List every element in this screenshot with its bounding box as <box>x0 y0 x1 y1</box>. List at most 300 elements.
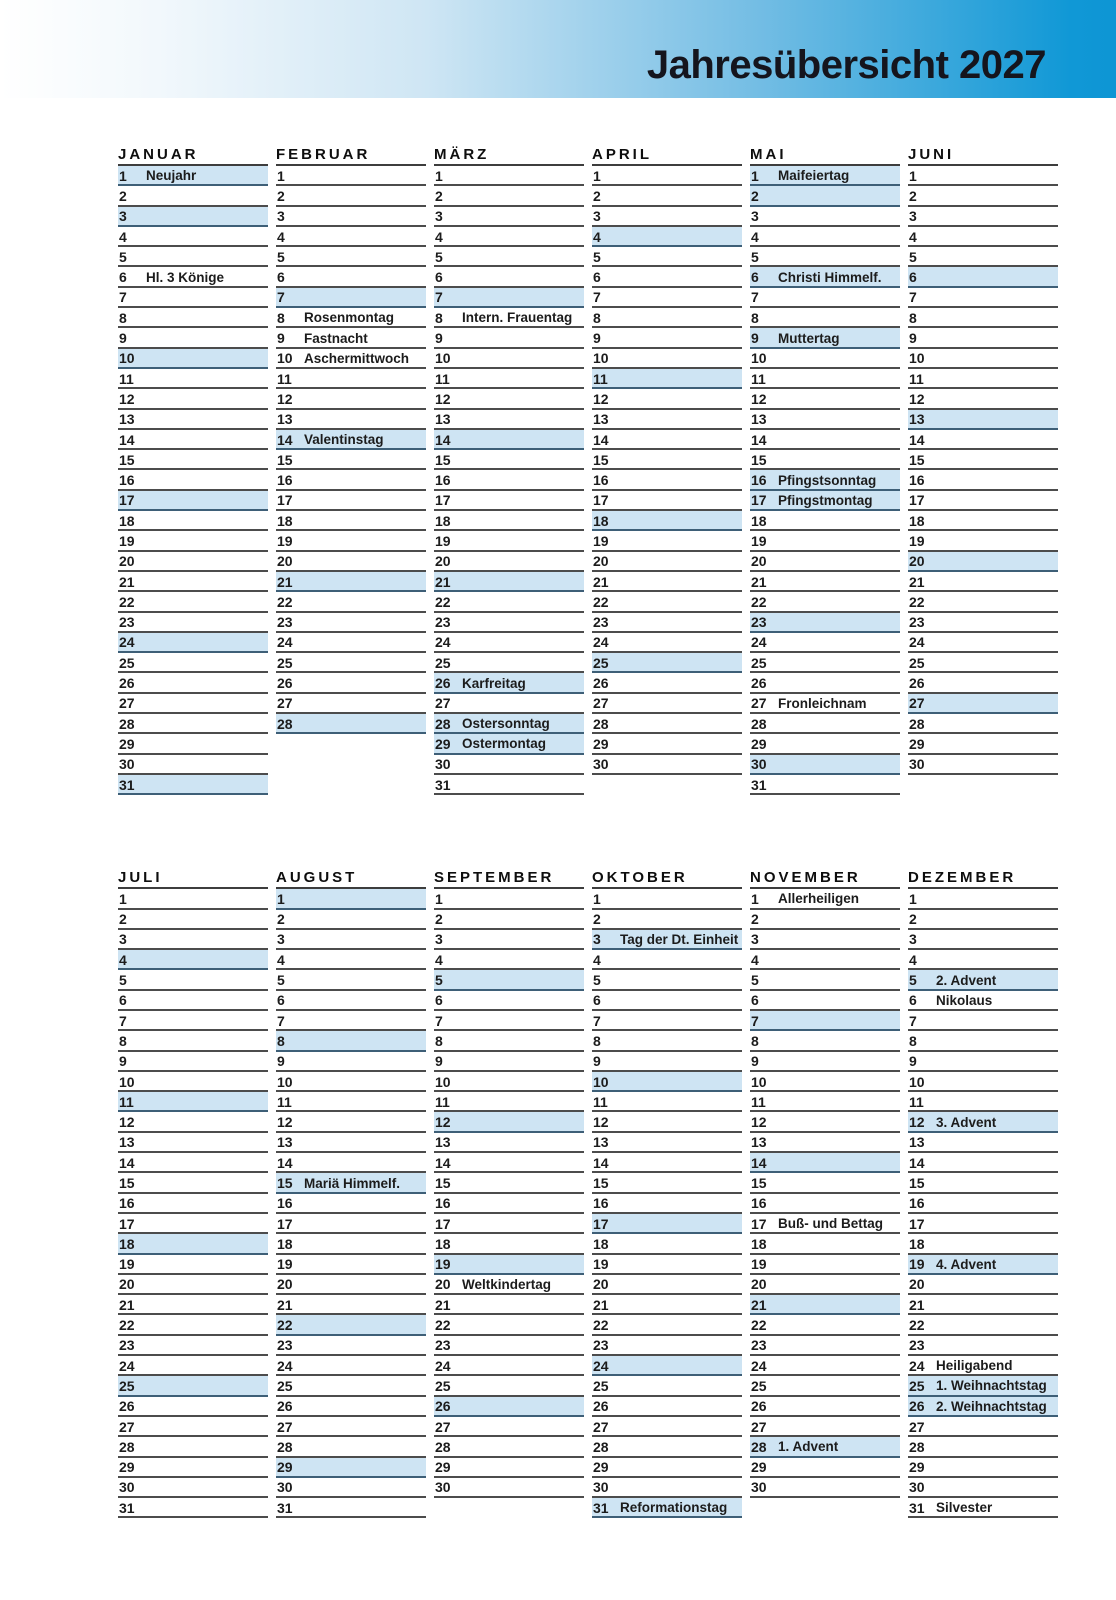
day-row-dezember-11 <box>908 1092 1058 1112</box>
day-row-februar-14 <box>276 430 426 450</box>
day-number: 25 <box>751 654 767 671</box>
day-row-juli-1 <box>118 889 268 909</box>
day-row-januar-27 <box>118 694 268 714</box>
day-row-november-27 <box>750 1417 900 1437</box>
day-row-oktober-29 <box>592 1458 742 1478</box>
day-row-dezember-12 <box>908 1112 1058 1132</box>
day-row-juni-24 <box>908 633 1058 653</box>
day-row-märz-2 <box>434 186 584 206</box>
day-row-april-13 <box>592 410 742 430</box>
day-row-august-13 <box>276 1133 426 1153</box>
day-number: 20 <box>751 553 767 570</box>
holiday-label: 3. Advent <box>936 1114 997 1130</box>
day-row-august-27 <box>276 1417 426 1437</box>
day-number: 18 <box>119 1235 135 1252</box>
day-row-april-30 <box>592 755 742 775</box>
day-number: 8 <box>119 309 127 326</box>
day-number: 17 <box>435 492 451 509</box>
day-row-september-3 <box>434 930 584 950</box>
day-row-august-17 <box>276 1214 426 1234</box>
day-number: 5 <box>593 972 601 989</box>
day-row-dezember-14 <box>908 1153 1058 1173</box>
day-row-februar-7 <box>276 288 426 308</box>
day-row-märz-9 <box>434 328 584 348</box>
day-row-juli-27 <box>118 1417 268 1437</box>
day-row-juli-31 <box>118 1498 268 1518</box>
day-row-dezember-31 <box>908 1498 1058 1518</box>
day-number: 1 <box>751 890 759 907</box>
day-row-juni-2 <box>908 186 1058 206</box>
day-row-januar-9 <box>118 328 268 348</box>
day-number: 5 <box>751 248 759 265</box>
day-number: 27 <box>593 695 609 712</box>
day-number: 23 <box>435 1337 451 1354</box>
year-calendar <box>0 144 1116 1518</box>
day-row-august-10 <box>276 1072 426 1092</box>
day-row-juli-4 <box>118 950 268 970</box>
day-row-juni-17 <box>908 491 1058 511</box>
day-row-märz-14 <box>434 430 584 450</box>
day-number: 27 <box>909 695 925 712</box>
day-number: 3 <box>909 208 917 225</box>
day-number: 2 <box>277 187 285 204</box>
day-number: 4 <box>119 951 127 968</box>
day-row-februar-22 <box>276 592 426 612</box>
day-number: 1 <box>751 167 759 184</box>
day-number: 21 <box>593 573 609 590</box>
day-row-juli-5 <box>118 970 268 990</box>
day-number: 19 <box>593 1256 609 1273</box>
day-number: 18 <box>909 512 925 529</box>
holiday-label: Reformationstag <box>620 1500 728 1516</box>
day-row-september-4 <box>434 950 584 970</box>
day-row-februar-27 <box>276 694 426 714</box>
day-number: 17 <box>593 492 609 509</box>
day-number: 28 <box>751 1438 767 1455</box>
day-row-februar-28 <box>276 714 426 734</box>
day-row-november-20 <box>750 1275 900 1295</box>
day-number: 24 <box>119 1357 135 1374</box>
day-row-juni-22 <box>908 592 1058 612</box>
day-number: 23 <box>751 614 767 631</box>
day-number: 10 <box>435 350 451 367</box>
month-oktober <box>592 867 742 1518</box>
day-number: 7 <box>751 289 759 306</box>
day-row-januar-10 <box>118 349 268 369</box>
holiday-label: Fronleichnam <box>778 695 867 711</box>
day-number: 5 <box>435 972 443 989</box>
day-row-märz-20 <box>434 552 584 572</box>
day-number: 19 <box>277 1256 293 1273</box>
day-number: 9 <box>277 1053 285 1070</box>
day-row-märz-30 <box>434 755 584 775</box>
day-number: 27 <box>751 695 767 712</box>
day-row-juni-29 <box>908 734 1058 754</box>
day-number: 25 <box>435 1377 451 1394</box>
day-row-oktober-22 <box>592 1315 742 1335</box>
day-number: 16 <box>119 472 135 489</box>
day-row-oktober-15 <box>592 1173 742 1193</box>
day-number: 6 <box>277 992 285 1009</box>
day-number: 28 <box>593 1438 609 1455</box>
day-number: 2 <box>119 911 127 928</box>
day-number: 7 <box>909 1012 917 1029</box>
day-row-februar-3 <box>276 207 426 227</box>
day-row-dezember-13 <box>908 1133 1058 1153</box>
day-number: 31 <box>909 1499 925 1516</box>
day-number: 27 <box>435 1418 451 1435</box>
day-row-november-19 <box>750 1255 900 1275</box>
day-number: 8 <box>909 309 917 326</box>
day-row-februar-25 <box>276 653 426 673</box>
day-number: 28 <box>119 715 135 732</box>
day-number: 11 <box>909 370 924 387</box>
day-row-juni-4 <box>908 227 1058 247</box>
day-row-november-28 <box>750 1437 900 1457</box>
day-number: 23 <box>751 1337 767 1354</box>
day-number: 5 <box>119 972 127 989</box>
day-row-august-25 <box>276 1376 426 1396</box>
day-number: 7 <box>435 289 443 306</box>
day-row-märz-19 <box>434 531 584 551</box>
day-number: 3 <box>277 931 285 948</box>
day-row-september-11 <box>434 1092 584 1112</box>
day-row-januar-1 <box>118 166 268 186</box>
day-row-september-2 <box>434 910 584 930</box>
day-row-september-15 <box>434 1173 584 1193</box>
day-row-april-24 <box>592 633 742 653</box>
day-number: 12 <box>593 390 609 407</box>
day-number: 24 <box>119 634 135 651</box>
day-row-mai-4 <box>750 227 900 247</box>
day-number: 10 <box>751 350 767 367</box>
day-row-juli-15 <box>118 1173 268 1193</box>
day-row-mai-2 <box>750 186 900 206</box>
month-september <box>434 867 584 1498</box>
day-number: 18 <box>909 1235 925 1252</box>
day-number: 16 <box>909 1195 925 1212</box>
day-number: 29 <box>277 1459 293 1476</box>
day-number: 9 <box>751 330 759 347</box>
day-row-august-2 <box>276 910 426 930</box>
day-number: 10 <box>277 350 293 367</box>
day-number: 19 <box>593 532 609 549</box>
day-number: 28 <box>751 715 767 732</box>
day-number: 14 <box>119 1154 135 1171</box>
day-row-februar-21 <box>276 572 426 592</box>
holiday-label: Hl. 3 Könige <box>146 269 225 285</box>
day-row-juni-15 <box>908 450 1058 470</box>
day-row-januar-19 <box>118 531 268 551</box>
day-row-juli-24 <box>118 1356 268 1376</box>
day-number: 27 <box>277 1418 293 1435</box>
day-number: 26 <box>119 675 135 692</box>
day-row-november-8 <box>750 1031 900 1051</box>
day-number: 26 <box>593 1398 609 1415</box>
day-number: 2 <box>593 187 601 204</box>
day-row-märz-26 <box>434 673 584 693</box>
day-number: 15 <box>751 451 767 468</box>
day-row-januar-2 <box>118 186 268 206</box>
day-row-september-18 <box>434 1234 584 1254</box>
day-number: 16 <box>435 472 451 489</box>
day-row-september-14 <box>434 1153 584 1173</box>
day-row-dezember-9 <box>908 1052 1058 1072</box>
day-number: 28 <box>277 1438 293 1455</box>
holiday-label: Pfingstsonntag <box>778 472 877 488</box>
day-number: 29 <box>909 735 925 752</box>
day-number: 7 <box>119 289 127 306</box>
day-row-august-1 <box>276 889 426 909</box>
day-row-februar-23 <box>276 613 426 633</box>
month-title: MAI <box>750 144 900 166</box>
day-number: 19 <box>435 532 451 549</box>
day-number: 10 <box>593 350 609 367</box>
day-row-august-29 <box>276 1458 426 1478</box>
day-number: 24 <box>593 634 609 651</box>
holiday-label: 1. Weihnachtstag <box>936 1378 1047 1394</box>
day-number: 14 <box>593 1154 609 1171</box>
day-number: 26 <box>909 675 925 692</box>
day-row-januar-22 <box>118 592 268 612</box>
day-number: 26 <box>277 675 293 692</box>
day-row-november-15 <box>750 1173 900 1193</box>
day-row-september-16 <box>434 1194 584 1214</box>
day-row-juni-21 <box>908 572 1058 592</box>
day-number: 12 <box>277 390 293 407</box>
day-row-februar-17 <box>276 491 426 511</box>
day-row-april-14 <box>592 430 742 450</box>
day-number: 22 <box>751 593 767 610</box>
day-number: 21 <box>909 573 925 590</box>
day-number: 5 <box>751 972 759 989</box>
day-number: 26 <box>435 675 451 692</box>
day-number: 22 <box>909 1317 925 1334</box>
day-row-juli-16 <box>118 1194 268 1214</box>
day-row-april-20 <box>592 552 742 572</box>
day-row-oktober-19 <box>592 1255 742 1275</box>
day-row-september-28 <box>434 1437 584 1457</box>
day-row-oktober-4 <box>592 950 742 970</box>
month-title: FEBRUAR <box>276 144 426 166</box>
day-row-oktober-24 <box>592 1356 742 1376</box>
day-row-mai-9 <box>750 328 900 348</box>
month-januar <box>118 144 268 795</box>
day-row-september-5 <box>434 970 584 990</box>
day-number: 14 <box>593 431 609 448</box>
day-number: 5 <box>435 248 443 265</box>
day-number: 25 <box>277 1377 293 1394</box>
day-number: 25 <box>119 654 135 671</box>
holiday-label: Buß- und Bettag <box>778 1216 883 1232</box>
day-number: 27 <box>277 695 293 712</box>
day-row-juni-20 <box>908 552 1058 572</box>
day-number: 17 <box>119 492 135 509</box>
day-row-juli-29 <box>118 1458 268 1478</box>
day-number: 5 <box>277 972 285 989</box>
month-title: NOVEMBER <box>750 867 900 889</box>
day-number: 6 <box>593 992 601 1009</box>
day-number: 14 <box>119 431 135 448</box>
day-row-september-6 <box>434 991 584 1011</box>
day-number: 22 <box>277 1317 293 1334</box>
day-number: 29 <box>119 735 135 752</box>
day-number: 24 <box>277 1357 293 1374</box>
day-number: 29 <box>435 735 451 752</box>
day-number: 22 <box>277 593 293 610</box>
day-number: 12 <box>909 390 925 407</box>
day-row-september-29 <box>434 1458 584 1478</box>
day-number: 22 <box>435 1317 451 1334</box>
day-number: 6 <box>277 269 285 286</box>
day-number: 4 <box>435 228 443 245</box>
day-row-märz-31 <box>434 775 584 795</box>
day-row-mai-14 <box>750 430 900 450</box>
day-number: 23 <box>593 1337 609 1354</box>
day-number: 13 <box>909 1134 925 1151</box>
month-juli <box>118 867 268 1518</box>
holiday-label: Allerheiligen <box>778 891 860 907</box>
day-number: 13 <box>435 411 451 428</box>
day-number: 4 <box>435 951 443 968</box>
day-row-april-8 <box>592 308 742 328</box>
day-number: 18 <box>119 512 135 529</box>
day-row-dezember-29 <box>908 1458 1058 1478</box>
day-number: 16 <box>119 1195 135 1212</box>
day-number: 26 <box>751 1398 767 1415</box>
day-number: 23 <box>119 1337 135 1354</box>
day-row-oktober-28 <box>592 1437 742 1457</box>
day-row-mai-26 <box>750 673 900 693</box>
day-row-august-6 <box>276 991 426 1011</box>
day-number: 17 <box>435 1215 451 1232</box>
day-row-juli-19 <box>118 1255 268 1275</box>
day-number: 16 <box>909 472 925 489</box>
day-row-juni-14 <box>908 430 1058 450</box>
day-row-mai-12 <box>750 389 900 409</box>
day-number: 9 <box>435 330 443 347</box>
day-row-november-17 <box>750 1214 900 1234</box>
day-row-april-16 <box>592 470 742 490</box>
day-row-april-25 <box>592 653 742 673</box>
day-number: 5 <box>277 248 285 265</box>
day-number: 14 <box>909 1154 925 1171</box>
day-number: 25 <box>435 654 451 671</box>
day-number: 15 <box>435 451 451 468</box>
day-row-januar-20 <box>118 552 268 572</box>
day-row-dezember-5 <box>908 970 1058 990</box>
day-row-januar-3 <box>118 207 268 227</box>
day-number: 19 <box>119 532 135 549</box>
day-row-august-5 <box>276 970 426 990</box>
day-number: 15 <box>909 1175 925 1191</box>
day-row-mai-11 <box>750 369 900 389</box>
day-number: 6 <box>435 992 443 1009</box>
day-row-august-12 <box>276 1112 426 1132</box>
holiday-label: Aschermittwoch <box>304 350 410 366</box>
day-number: 17 <box>909 1215 925 1232</box>
day-row-juni-23 <box>908 613 1058 633</box>
day-row-juli-6 <box>118 991 268 1011</box>
day-number: 19 <box>435 1256 451 1273</box>
day-row-dezember-6 <box>908 991 1058 1011</box>
day-row-september-13 <box>434 1133 584 1153</box>
day-row-juni-30 <box>908 755 1058 775</box>
day-row-juni-7 <box>908 288 1058 308</box>
day-row-dezember-20 <box>908 1275 1058 1295</box>
day-row-februar-19 <box>276 531 426 551</box>
day-number: 6 <box>751 992 759 1009</box>
day-row-oktober-14 <box>592 1153 742 1173</box>
day-row-dezember-8 <box>908 1031 1058 1051</box>
day-row-märz-22 <box>434 592 584 612</box>
day-row-januar-28 <box>118 714 268 734</box>
day-row-oktober-12 <box>592 1112 742 1132</box>
day-row-märz-11 <box>434 369 584 389</box>
day-row-januar-14 <box>118 430 268 450</box>
day-number: 12 <box>593 1114 609 1131</box>
day-number: 20 <box>277 553 293 570</box>
day-row-februar-4 <box>276 227 426 247</box>
day-number: 24 <box>909 634 925 651</box>
holiday-label: Weltkindertag <box>462 1276 552 1292</box>
day-row-september-22 <box>434 1315 584 1335</box>
day-row-november-4 <box>750 950 900 970</box>
day-number: 30 <box>435 1479 451 1496</box>
month-märz <box>434 144 584 795</box>
day-row-juli-23 <box>118 1336 268 1356</box>
day-number: 13 <box>277 411 293 428</box>
day-number: 12 <box>277 1114 293 1131</box>
day-row-mai-22 <box>750 592 900 612</box>
day-row-märz-12 <box>434 389 584 409</box>
day-number: 22 <box>119 593 135 610</box>
day-row-oktober-3 <box>592 930 742 950</box>
day-number: 28 <box>277 715 293 732</box>
day-row-april-17 <box>592 491 742 511</box>
day-number: 21 <box>435 573 451 590</box>
day-number: 13 <box>119 411 135 428</box>
day-row-november-7 <box>750 1011 900 1031</box>
day-number: 12 <box>751 390 767 407</box>
day-row-oktober-30 <box>592 1478 742 1498</box>
day-row-oktober-1 <box>592 889 742 909</box>
day-row-juli-14 <box>118 1153 268 1173</box>
day-row-juni-3 <box>908 207 1058 227</box>
day-row-märz-16 <box>434 470 584 490</box>
holiday-label: 2. Advent <box>936 972 997 988</box>
day-number: 3 <box>119 208 127 225</box>
day-number: 14 <box>435 431 451 448</box>
day-number: 27 <box>119 695 135 712</box>
day-row-november-22 <box>750 1315 900 1335</box>
day-number: 20 <box>751 1276 767 1293</box>
month-dezember <box>908 867 1058 1518</box>
day-number: 14 <box>435 1154 451 1171</box>
day-row-september-26 <box>434 1397 584 1417</box>
day-row-november-2 <box>750 910 900 930</box>
day-number: 23 <box>277 614 293 631</box>
day-row-dezember-24 <box>908 1356 1058 1376</box>
day-number: 20 <box>277 1276 293 1293</box>
day-row-dezember-3 <box>908 930 1058 950</box>
day-row-juni-16 <box>908 470 1058 490</box>
day-row-september-8 <box>434 1031 584 1051</box>
day-row-august-23 <box>276 1336 426 1356</box>
day-row-september-17 <box>434 1214 584 1234</box>
day-row-märz-28 <box>434 714 584 734</box>
month-mai <box>750 144 900 795</box>
